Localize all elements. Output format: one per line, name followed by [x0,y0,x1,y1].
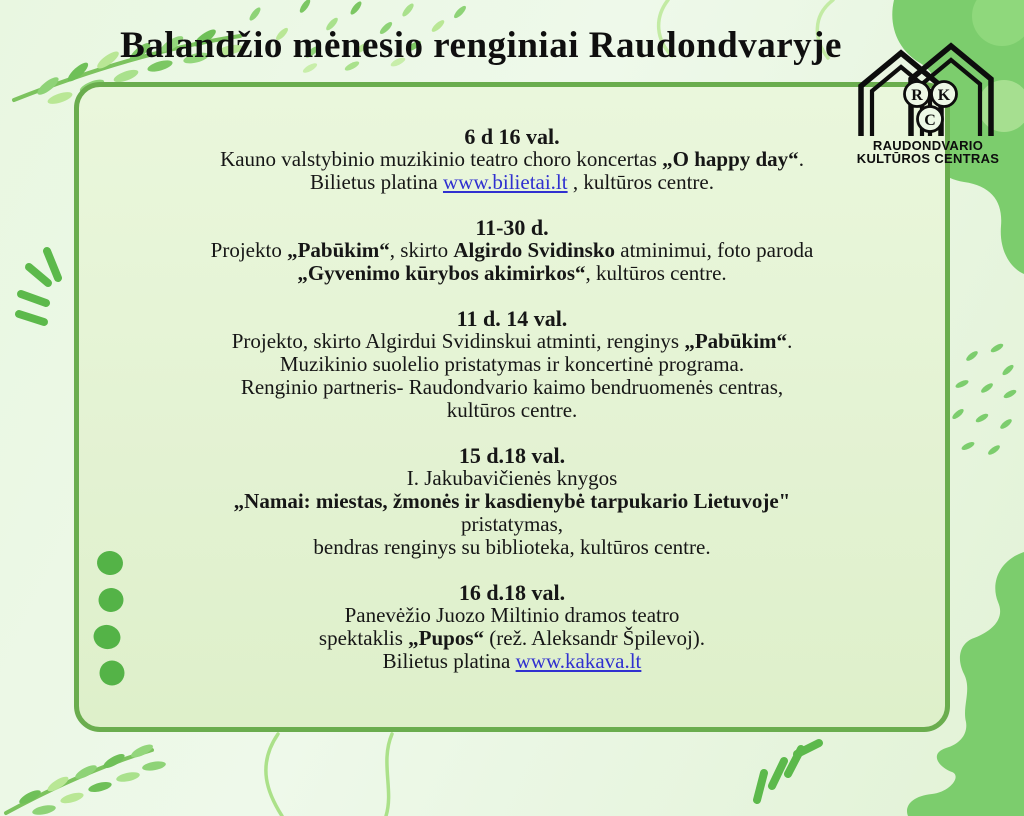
event-line [84,604,940,627]
event-date-header: 16 d.18 val. [458,580,566,605]
event-line [84,650,940,673]
logo-name-line2: KULTŪROS CENTRAS [856,151,1000,164]
event-date-header: 15 d.18 val. [458,443,566,468]
event-text: Kauno valstybinio muzikinio teatro choro koncertas [220,147,663,171]
logo-letter-k: K [937,87,951,104]
event-text: . [798,147,804,171]
events-list [84,125,940,695]
event-line [84,330,940,353]
event-block [84,125,940,194]
logo-letter-c: C [924,112,936,129]
event-line [84,353,940,376]
logo-name-line1: RAUDONDVARIO [872,138,984,153]
event-line [84,513,940,536]
event-bold-text: „Gyvenimo kūrybos akimirkos“ [297,261,586,285]
event-bold-text: „Pupos“ [408,626,485,650]
event-text: , kultūros centre. [585,261,727,285]
event-text: I. Jakubavičienės knygos [406,466,618,490]
event-line [84,171,940,194]
event-text: , kultūros centre. [567,170,714,194]
event-line [84,467,940,490]
scattered-leaves-right-icon [951,342,1018,456]
leaf-branch-bottom-left-icon [6,742,167,816]
event-text: (rež. Aleksandr Špilevoj). [484,626,706,650]
event-text: spektaklis [318,626,409,650]
event-bold-text: „Pabūkim“ [684,329,788,353]
event-text: Renginio partneris- Raudondvario kaimo bendruomenės centras, [240,375,784,399]
event-text: pristatymas, [460,512,564,536]
event-line [84,239,940,262]
event-block [84,307,940,422]
event-line [84,262,940,285]
event-bold-text: „O happy day“ [662,147,799,171]
event-text: , skirto [389,238,454,262]
event-text: Bilietus platina [382,649,516,673]
logo-letter-r: R [911,87,923,104]
event-text: Projekto [210,238,288,262]
vine-curves-bottom-icon [266,734,392,816]
rkc-logo [853,38,1003,164]
event-link[interactable]: www.kakava.lt [515,649,642,673]
event-text: atminimui, foto paroda [615,238,814,262]
event-bold-text: „Pabūkim“ [287,238,390,262]
burst-dashes-left-icon [19,251,58,322]
event-text: . [787,329,793,353]
event-block [84,581,940,673]
page-title: Balandžio mėnesio renginiai Raudondvaryje [120,25,842,66]
event-block [84,216,940,285]
event-text: Bilietus platina [310,170,443,194]
event-block [84,444,940,559]
event-date-header: 6 d 16 val. [464,124,560,149]
event-text: kultūros centre. [446,398,578,422]
event-text: bendras renginys su biblioteka, kultūros centre. [313,535,711,559]
event-line [84,399,940,422]
event-line [84,148,940,171]
event-bold-text: „Namai: miestas, žmonės ir kasdienybė tarpukario Lietuvoje" [233,489,791,513]
event-date-header: 11-30 d. [475,215,549,240]
burst-dashes-bottom-right-icon [757,743,819,800]
event-line [84,536,940,559]
event-text: Muzikinio suolelio pristatymas ir koncertinė programa. [279,352,745,376]
event-bold-text: Algirdo Svidinsko [453,238,616,262]
event-text: Projekto, skirto Algirdui Svidinskui atminti, renginys [231,329,685,353]
event-link[interactable]: www.bilietai.lt [442,170,568,194]
event-line [84,376,940,399]
event-line [84,627,940,650]
event-text: Panevėžio Juozo Miltinio dramos teatro [344,603,680,627]
event-line [84,490,940,513]
event-date-header: 11 d. 14 val. [456,306,568,331]
